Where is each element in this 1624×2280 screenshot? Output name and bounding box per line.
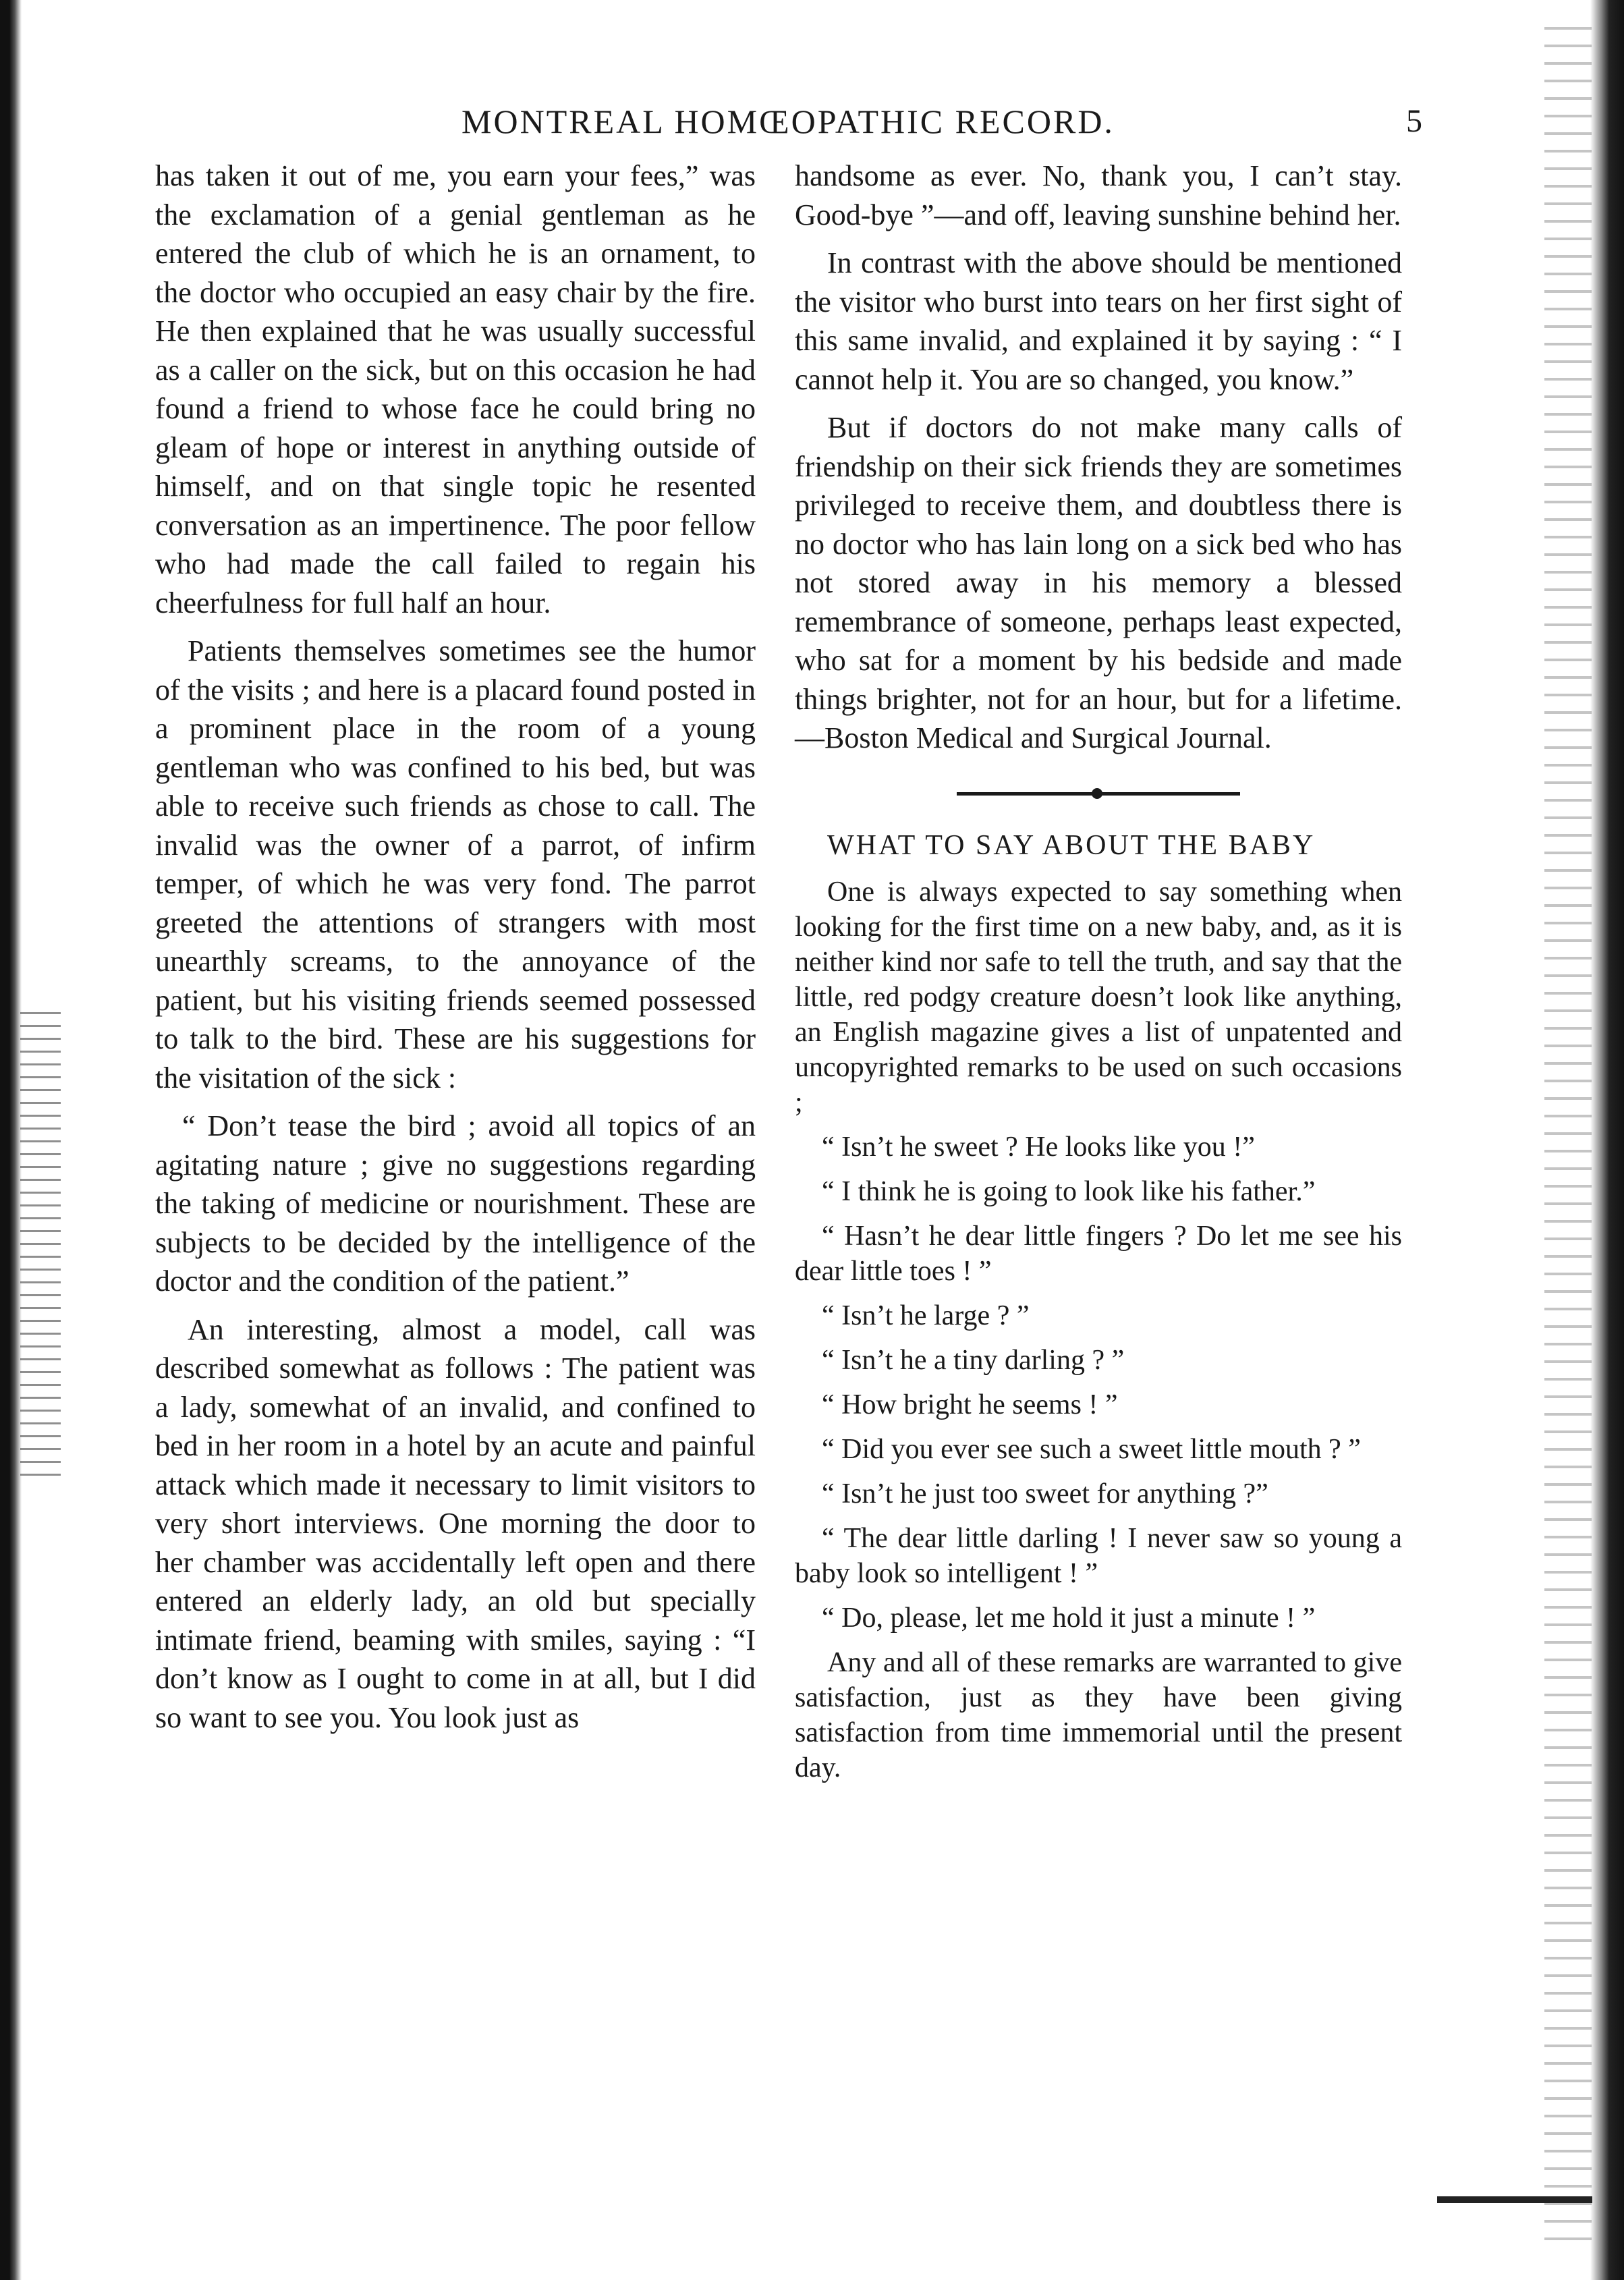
baby-quote: “ Isn’t he just too sweet for anything ?” bbox=[822, 1478, 1268, 1509]
left-column bbox=[155, 157, 756, 1746]
journal-title: MONTREAL HOMŒOPATHIC RECORD. bbox=[461, 103, 1115, 140]
paragraph: Patients themselves sometimes see the humor of the visits ; and here is a placard found posted in a prominent place in the room of a young gentleman who was confined to his bed, but was able to receive such friends as chose to call. The invalid was the owner of a parrot, of infirm temper, of which he was very fond. The parrot greeted the attentions of strangers with most unearthly screams, to the annoyance of the patient, but his visiting friends seemed possessed to talk to the bird. These are his suggestions for the visitation of the sick : bbox=[155, 634, 756, 1094]
paragraph: Any and all of these remarks are warranted to give satisfaction, just as they have been giving satisfaction from time immemorial until the present day. bbox=[795, 1647, 1402, 1783]
baby-quote: “ How bright he seems ! ” bbox=[822, 1389, 1118, 1420]
paragraph: But if doctors do not make many calls of friendship on their sick friends they are sometimes privileged to receive them, and doubtless there is no doctor who has lain long on a sick bed who has not stored away in his memory a blessed remembrance of someone, perhaps least expected, who sat for a moment by his bedside and made things brighter, not for an hour, but for a lifetime.—Boston Medical and Surgical Journal. bbox=[795, 411, 1402, 754]
baby-quote: “ Isn’t he sweet ? He looks like you !” bbox=[822, 1132, 1255, 1163]
divider-ornament bbox=[1092, 788, 1102, 799]
scan-edge-right bbox=[1590, 0, 1624, 2280]
scan-edge-left bbox=[0, 0, 22, 2280]
baby-quote: “ Isn’t he a tiny darling ? ” bbox=[822, 1345, 1125, 1376]
baby-quote: “ The dear little darling ! I never saw so young a baby look so intelligent ! ” bbox=[795, 1523, 1402, 1589]
paragraph: An interesting, almost a model, call was described somewhat as follows : The patient was a lady, somewhat of an invalid, and confined to bed in her room in a hotel by an acute and painful attack which made it necessary to limit visitors to very short interviews. One morning the door to her chamber was accidentally left open and there entered an elderly lady, an old but specially intimate friend, beaming with smiles, saying : “I don’t know as I ought to come in at all, but I did so want to see you. You look just as bbox=[155, 1312, 756, 1734]
section-heading: WHAT TO SAY ABOUT THE BABY bbox=[827, 829, 1316, 861]
paragraph: has taken it out of me, you earn your fees,” was the exclamation of a genial gentleman as he entered the club of which he is an ornament, to the doctor who occupied an easy chair by the fire. He then explained that he was usually successful as a caller on the sick, but on this occasion he had found a friend to whose face he could bring no gleam of hope or interest in anything outside of himself, and on that single topic he resented conversation as an impertinence. The poor fellow who had made the call failed to regain his cheerfulness for full half an hour. bbox=[155, 159, 756, 619]
paragraph: In contrast with the above should be mentioned the visitor who burst into tears on her first sight of this same invalid, and explained it by saying : “ I cannot help it. You are so changed, you know.” bbox=[795, 246, 1402, 396]
running-header bbox=[154, 101, 1422, 148]
right-column bbox=[795, 157, 1402, 1795]
baby-quote: “ Do, please, let me hold it just a minute ! ” bbox=[822, 1603, 1316, 1634]
quoted-suggestions: “ Don’t tease the bird ; avoid all topics of an agitating nature ; give no suggestions regarding the taking of medicine or nourishment. These are subjects to be decided by the intelligence of the doctor and the condition of the patient.” bbox=[155, 1109, 756, 1298]
scan-artifact-bottom bbox=[1437, 2196, 1592, 2203]
baby-quote: “ I think he is going to look like his father.” bbox=[822, 1176, 1316, 1207]
section-divider bbox=[957, 783, 1240, 804]
paragraph: handsome as ever. No, thank you, I can’t stay. Good-bye ”—and off, leaving sunshine behind her. bbox=[795, 159, 1402, 231]
scan-artifact-left bbox=[20, 1012, 61, 1484]
baby-quote: “ Did you ever see such a sweet little mouth ? ” bbox=[822, 1434, 1361, 1465]
baby-quote: “ Hasn’t he dear little fingers ? Do let me see his dear little toes ! ” bbox=[795, 1221, 1402, 1287]
scan-artifact-right bbox=[1544, 27, 1592, 2240]
paragraph: One is always expected to say something when looking for the first time on a new baby, and, as it is neither kind nor safe to tell the truth, and say that the little, red podgy creature doesn’t look like anything, an English magazine gives a list of unpatented and uncopyrighted remarks to be used on such occasions ; bbox=[795, 877, 1402, 1118]
baby-quote: “ Isn’t he large ? ” bbox=[822, 1300, 1030, 1331]
page-number: 5 bbox=[1406, 103, 1422, 139]
